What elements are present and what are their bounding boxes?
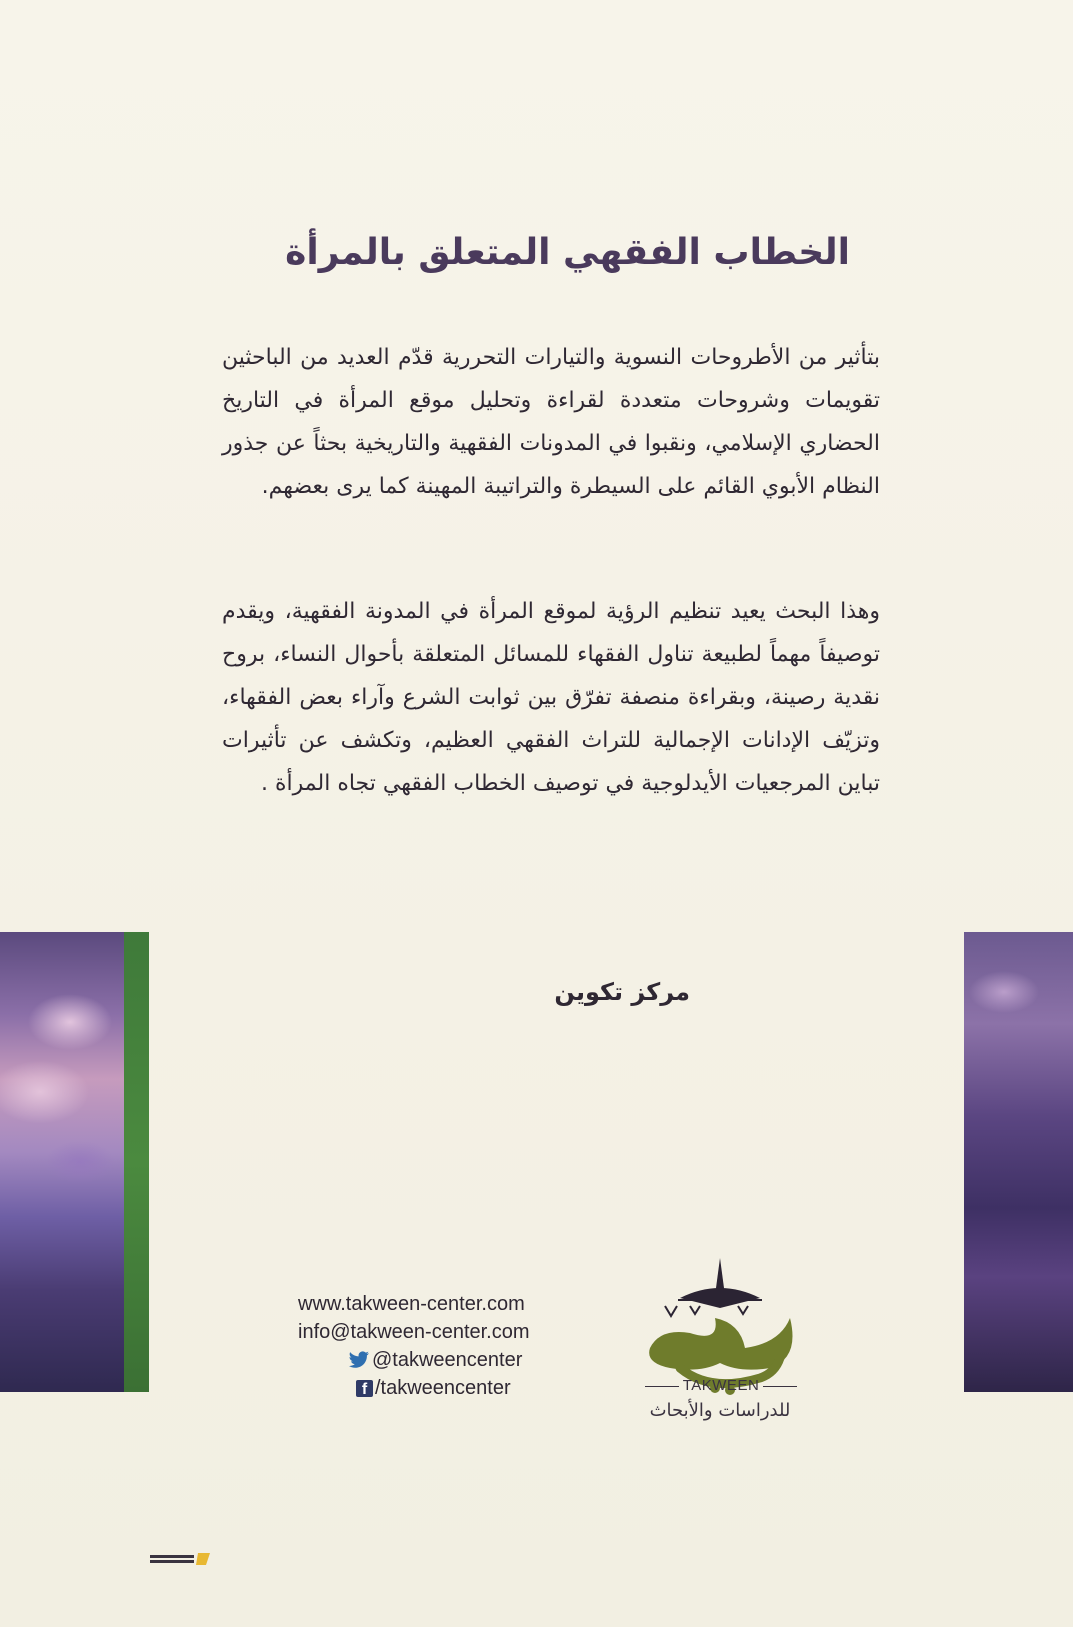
publisher-name: مركز تكوين (554, 978, 690, 1006)
twitter-link[interactable] (298, 1346, 598, 1374)
email-link[interactable] (298, 1318, 598, 1346)
logo-subtitle: للدراسات والأبحاث (649, 1400, 791, 1421)
twitter-bird-icon (348, 1351, 370, 1369)
website-text: www.takween-center.com (298, 1293, 525, 1315)
twitter-handle: @takweencenter (372, 1349, 523, 1371)
email-text: info@takween-center.com (298, 1321, 530, 1343)
designer-mark-icon (150, 1552, 212, 1566)
left-painting-strip (0, 932, 124, 1392)
description-paragraph-2: وهذا البحث يعيد تنظيم الرؤية لموقع المرأة في المدونة الفقهية، ويقدم توصيفاً مهماً لطبيعة تناول الفقهاء للمسائل المتعلقة بأحوال النساء، بروح نقدية رصينة، وبقراءة منصفة تفرّق بين ثوابت الشرع وآراء بعض الفقهاء، وتزيّف الإدانات الإجمالية للتراث الفقهي العظيم، وتكشف عن تأثيرات تباين المرجعيات الأيدلوجية في توصيف الخطاب الفقهي تجاه المرأة . (222, 599, 880, 796)
left-green-bar (124, 932, 149, 1392)
description-paragraph-1: بتأثير من الأطروحات النسوية والتيارات التحررية قدّم العديد من الباحثين تقويمات وشروحات متعددة لقراءة وتحليل موقع المرأة في التاريخ الحضاري الإسلامي، ونقبوا في المدونات الفقهية والتاريخية بحثاً عن جذور النظام الأبوي القائم على السيطرة والتراتيبة المهينة كما يرى بعضهم. (222, 345, 880, 499)
logo-latin-name (636, 1377, 806, 1394)
facebook-f-icon: f (356, 1380, 373, 1397)
book-title: الخطاب الفقهي المتعلق بالمرأة (285, 232, 850, 273)
contact-block (298, 1290, 598, 1402)
website-link[interactable] (298, 1290, 598, 1318)
facebook-handle: /takweencenter (375, 1377, 511, 1399)
facebook-link[interactable] (298, 1374, 598, 1402)
logo-latin-text: TAKWEEN (682, 1377, 760, 1394)
right-painting-strip (964, 932, 1073, 1392)
